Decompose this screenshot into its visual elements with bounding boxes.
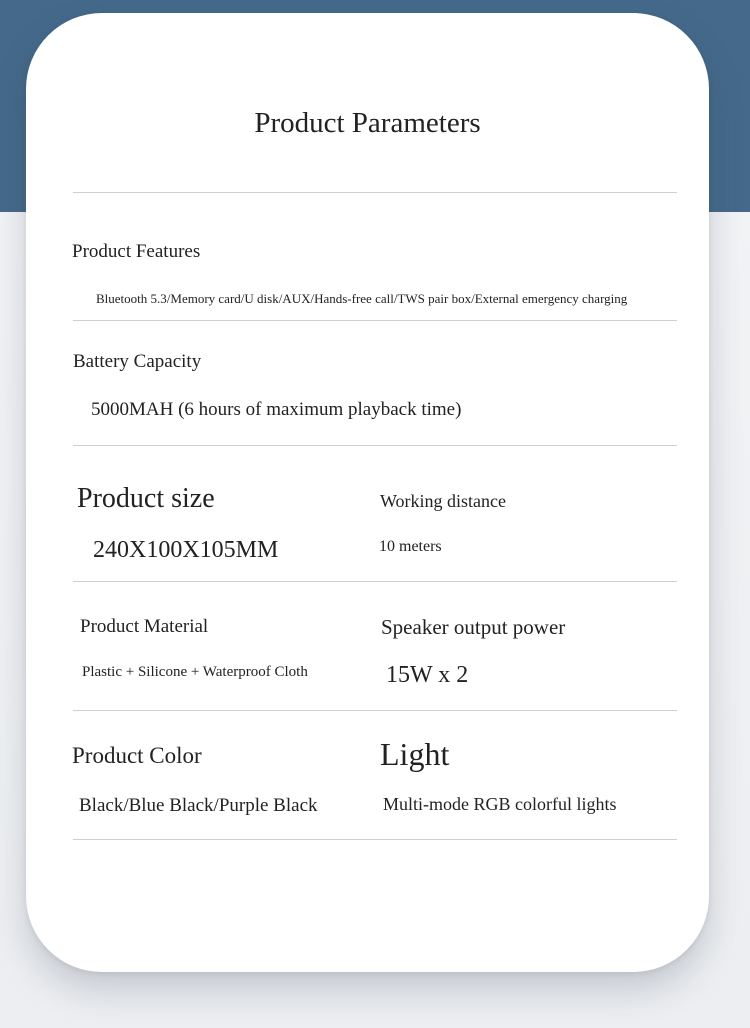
features-label: Product Features — [72, 241, 201, 262]
parameters-card — [26, 13, 709, 972]
divider — [73, 710, 677, 711]
material-value: Plastic + Silicone + Waterproof Cloth — [82, 664, 308, 680]
size-value: 240X100X105MM — [93, 537, 279, 563]
material-label: Product Material — [80, 616, 209, 637]
features-value: Bluetooth 5.3/Memory card/U disk/AUX/Hands-free call/TWS pair box/External emergency charging — [96, 291, 628, 306]
battery-label: Battery Capacity — [73, 351, 202, 372]
page-title: Product Parameters — [254, 107, 481, 139]
light-value: Multi-mode RGB colorful lights — [383, 794, 617, 814]
divider — [73, 320, 677, 321]
battery-value: 5000MAH (6 hours of maximum playback time) — [91, 399, 462, 420]
color-value: Black/Blue Black/Purple Black — [79, 795, 318, 816]
distance-value: 10 meters — [379, 538, 442, 555]
size-label: Product size — [77, 483, 215, 514]
distance-label: Working distance — [380, 491, 507, 511]
divider — [73, 192, 677, 193]
light-label: Light — [380, 736, 450, 772]
power-label: Speaker output power — [381, 615, 566, 639]
divider — [73, 839, 677, 840]
color-label: Product Color — [72, 743, 202, 768]
divider — [73, 581, 677, 582]
divider — [73, 445, 677, 446]
power-value: 15W x 2 — [386, 662, 469, 688]
